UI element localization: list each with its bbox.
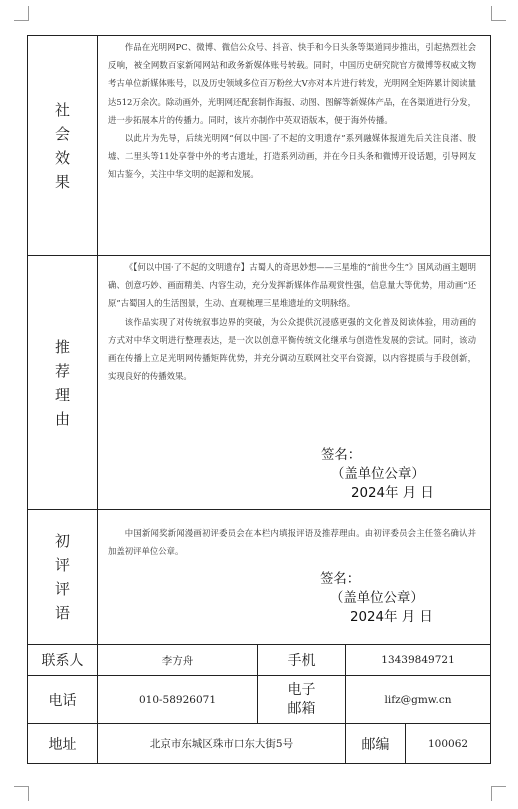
initial-review-signature: 签名：: [320, 572, 361, 587]
crop-mark-bottom-left: [14, 786, 29, 801]
recommend-content: [98, 256, 491, 510]
address-value: 北京市东城区珠市口东大街5号: [98, 724, 346, 764]
recommend-paragraph-2: 该作品实现了对传统叙事边界的突破，为公众提供沉浸感更强的文化普及阅读体验，用动画的方式对中华文明进行整理表达，是一次以创意平衡传统文化继承与创造性发展的尝试。同时，该动画在传播上立足光明网传播矩阵优势，并充分调动互联网社交平台资源，以内容提质与手段创新，实现良好的传播效果。: [108, 316, 477, 382]
email-value: lifz@gmw.cn: [346, 676, 491, 724]
label-char: 理: [54, 385, 70, 404]
crop-mark-top-left: [14, 6, 29, 21]
recommend-date: 2024年 月 日: [351, 486, 434, 501]
email-label: [258, 681, 345, 719]
initial-review-seal: （盖单位公章）: [330, 591, 424, 606]
label-char: 果: [54, 172, 70, 191]
crop-mark-top-right: [491, 6, 506, 21]
label-char: 效: [54, 148, 70, 167]
label-char: 评: [54, 580, 70, 598]
initial-review-label: [28, 529, 97, 625]
postcode-label: 邮编: [346, 724, 406, 764]
phone-value: 010-58926071: [98, 676, 258, 724]
label-char: 社: [54, 100, 70, 119]
label-char: 初: [54, 532, 70, 550]
recommend-signature: 签名：: [321, 448, 362, 463]
initial-review-paragraph: 中国新闻奖新闻漫画初评委员会在本栏内填报评语及推荐理由。由初评委员会主任签名确认并加盖初评单位公章。: [108, 528, 477, 557]
phone-label: 电话: [28, 676, 98, 724]
label-char: 荐: [54, 361, 70, 380]
initial-review-content: [98, 510, 491, 645]
contact-person-label: 联系人: [28, 645, 98, 676]
initial-review-date: 2024年 月 日: [350, 610, 433, 625]
entry-form-table: [27, 35, 491, 764]
initial-review-label-cell: [28, 510, 98, 645]
mobile-label: 手机: [258, 645, 346, 676]
mobile-value: 13439849721: [346, 645, 491, 676]
label-char: 语: [54, 604, 70, 622]
social-effect-paragraph-2: 以此片为先导，后续光明网“何以中国·了不起的文明遗存”系列融媒体报道先后关注良渚、殷墟、二里头等11处享誉中外的考古遗址，打造系列动画，并在今日头条和微博开设话题，引导网友知古鉴今，关注中华文明的起源和发展。: [108, 133, 477, 180]
label-char: 推: [54, 337, 70, 356]
label-char: 评: [54, 556, 70, 574]
recommend-seal: （盖单位公章）: [331, 467, 425, 482]
recommend-label: [28, 335, 97, 431]
address-label: 地址: [28, 724, 98, 764]
crop-mark-bottom-right: [491, 786, 506, 801]
label-char: 会: [54, 124, 70, 143]
label-char: 由: [54, 409, 70, 428]
postcode-value: 100062: [406, 724, 491, 764]
social-effect-label: [28, 98, 97, 194]
recommend-label-cell: [28, 256, 98, 510]
email-label-line-2: 邮箱: [287, 700, 316, 717]
social-effect-paragraph-1: 作品在光明网PC、微博、微信公众号、抖音、快手和今日头条等渠道同步推出，引起热烈社会反响，被全网数百家新闻网站和政务新媒体账号转载。同时，中国历史研究院官方微博等权威文物考古单位新媒体账号，以及历史领域多位百万粉丝大V亦对本片进行转发，光明网全矩阵累计阅读量达512万余次。除动画外，光明网还配套制作海报、动图、图解等新媒体产品，在各渠道进行分发，进一步拓展本片的传播力。同时，该片亦制作中英双语版本，便于海外传播。: [108, 42, 477, 125]
contact-person-value: 李方舟: [98, 645, 258, 676]
recommend-paragraph-1: 《【何以中国·了不起的文明遗存】古蜀人的奇思妙想——三星堆的“前世今生”》国风动画主题明确、创意巧妙、画面精美、内容生动，充分发挥新媒体作品观赏性强，信息量大等优势，用动画“还原”古蜀国人的生活图景，生动、直观梳理三星堆遗址的文明脉络。: [108, 262, 477, 309]
social-effect-content: [98, 36, 491, 256]
email-label-line-1: 电子: [287, 681, 316, 698]
social-effect-label-cell: [28, 36, 98, 256]
email-label-cell: [258, 676, 346, 724]
